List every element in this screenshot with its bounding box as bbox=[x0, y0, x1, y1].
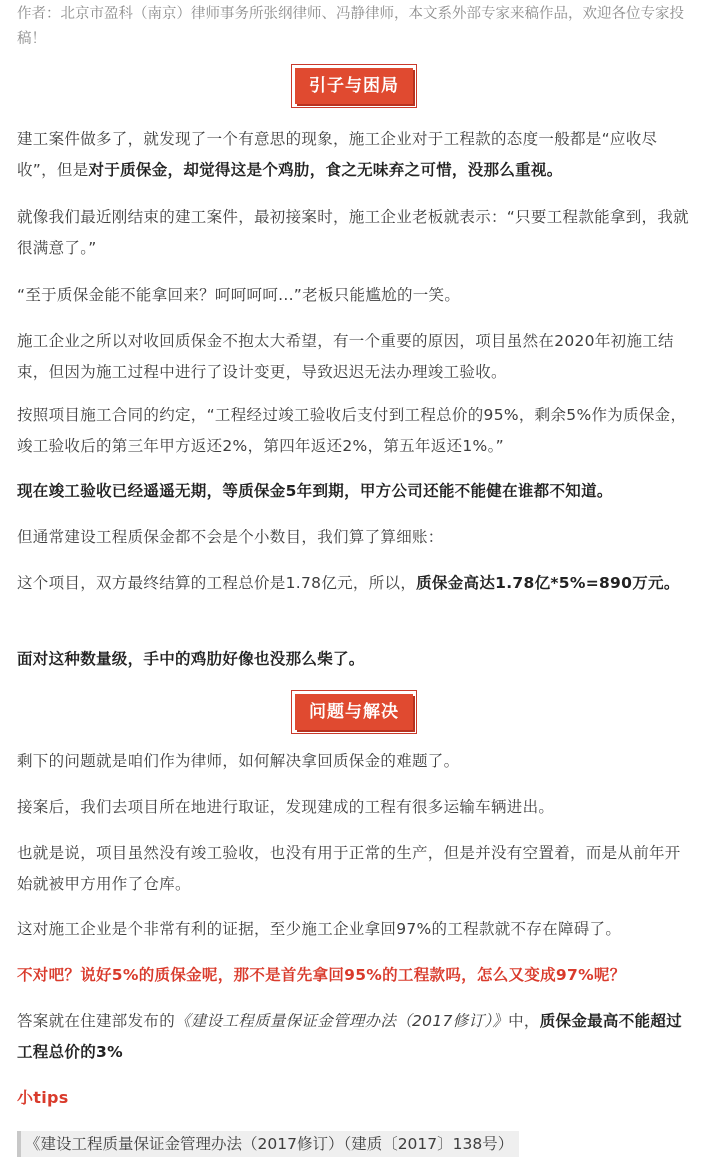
section-heading-intro bbox=[0, 64, 708, 108]
section-heading-solution-label: 问题与解决 bbox=[295, 694, 413, 730]
regulation-quote: 《建设工程质量保证金管理办法（2017修订）（建质〔2017〕138号） bbox=[17, 1131, 519, 1157]
paragraph-6: 现在竣工验收已经遥遥无期，等质保金5年到期，甲方公司还能不能健在谁都不知道。 bbox=[17, 482, 613, 500]
paragraph-8 bbox=[17, 568, 693, 599]
paragraph-2: 就像我们最近刚结束的建工案件，最初接案时，施工企业老板就表示：“只要工程款能拿到，我就很满意了。” bbox=[17, 208, 689, 257]
paragraph-8-text: 这个项目，双方最终结算的工程总价是1.78亿元，所以， bbox=[17, 574, 417, 592]
section-heading-solution bbox=[0, 690, 708, 734]
section-heading-intro-label: 引子与困局 bbox=[295, 68, 413, 104]
paragraph-8-bold: 质保金高达1.78亿*5%=890万元。 bbox=[416, 574, 680, 592]
tips-label: 小tips bbox=[17, 1088, 69, 1107]
paragraph-12: 也就是说，项目虽然没有竣工验收，也没有用于正常的生产，但是并没有空置着，而是从前年开始就被甲方用作了仓库。 bbox=[17, 844, 681, 893]
paragraph-15: 答案就在住建部发布的《建设工程质量保证金管理办法（2017修订）》中，质保金最高不能超过工程总价的3% bbox=[17, 1012, 682, 1061]
paragraph-9: 面对这种数量级，手中的鸡肋好像也没那么柴了。 bbox=[17, 650, 365, 668]
paragraph-14-question: 不对吧？说好5%的质保金呢，那不是首先拿回95%的工程款吗，怎么又变成97%呢？ bbox=[17, 966, 626, 984]
paragraph-1-bold: 对于质保金，却觉得这是个鸡肋，食之无味弃之可惜，没那么重视。 bbox=[88, 161, 563, 179]
author-byline: 作者：北京市盈科（南京）律师事务所张纲律师、冯静律师，本文系外部专家来稿作品，欢迎各位专家投稿！ bbox=[17, 6, 684, 47]
paragraph-4: 施工企业之所以对收回质保金不抱太大希望，有一个重要的原因，项目虽然在2020年初施工结束，但因为施工过程中进行了设计变更，导致迟迟无法办理竣工验收。 bbox=[17, 332, 674, 381]
regulation-title: 《建设工程质量保证金管理办法（2017修订）》 bbox=[175, 1012, 509, 1030]
paragraph-7: 但通常建设工程质保金都不会是个小数目，我们算了算细账： bbox=[17, 528, 444, 546]
paragraph-1-text: 建工案件做多了，就发现了一个有意思的现象，施工企业对于工程款的态度一般都是“应收尽收”，但是 bbox=[17, 130, 658, 179]
paragraph-10: 剩下的问题就是咱们作为律师，如何解决拿回质保金的难题了。 bbox=[17, 752, 460, 770]
paragraph-3: “至于质保金能不能拿回来？呵呵呵呵...”老板只能尴尬的一笑。 bbox=[17, 286, 461, 304]
paragraph-15-text: 答案就在住建部发布的 bbox=[17, 1012, 176, 1030]
paragraph-13: 这对施工企业是个非常有利的证据，至少施工企业拿回97%的工程款就不存在障碍了。 bbox=[17, 920, 622, 938]
paragraph-11: 接案后，我们去项目所在地进行取证，发现建成的工程有很多运输车辆进出。 bbox=[17, 798, 555, 816]
paragraph-1 bbox=[17, 124, 693, 186]
paragraph-5: 按照项目施工合同的约定，“工程经过竣工验收后支付到工程总价的95%，剩余5%作为质保金，竣工验收后的第三年甲方返还2%，第四年返还2%，第五年返还1%。” bbox=[17, 406, 687, 455]
paragraph-15-bold: 质保金最高不能超过工程总价的3% bbox=[17, 1012, 682, 1061]
